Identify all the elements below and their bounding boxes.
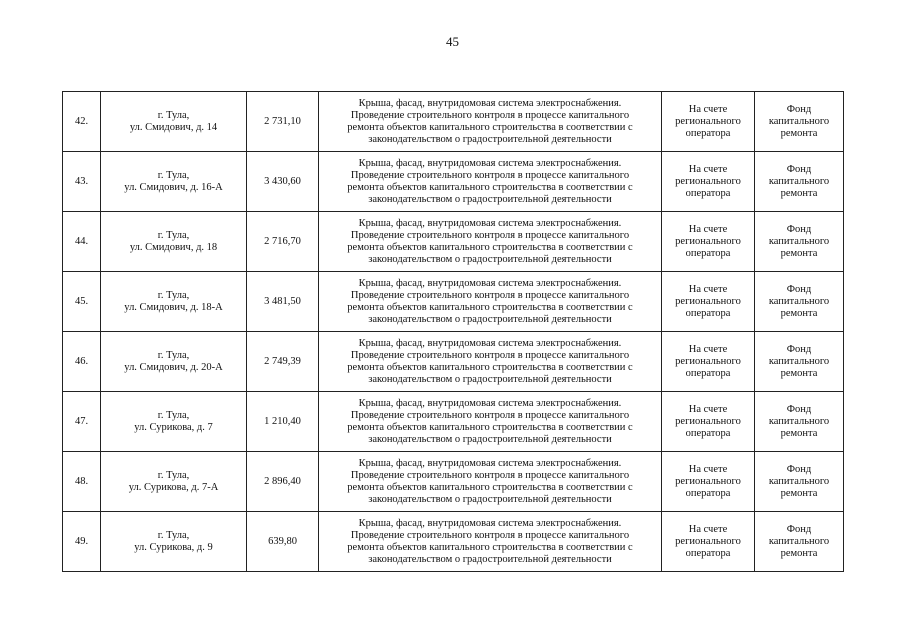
table-row — [63, 332, 844, 392]
works-cell — [319, 272, 662, 332]
account-line: На счете — [688, 103, 728, 115]
account-line: регионального — [675, 475, 741, 487]
funding-source-cell — [755, 332, 844, 392]
account-line: На счете — [688, 163, 728, 175]
works-line: Крыша, фасад, внутридомовая система электроснабжения. — [358, 337, 622, 349]
address-line: г. Тула, — [157, 169, 190, 181]
area-cell: 2 731,10 — [247, 92, 319, 152]
area-cell: 639,80 — [247, 512, 319, 572]
account-cell — [662, 212, 755, 272]
account-line: регионального — [675, 295, 741, 307]
area-cell: 2 749,39 — [247, 332, 319, 392]
funding-source-cell — [755, 272, 844, 332]
account-line: регионального — [675, 535, 741, 547]
account-line: регионального — [675, 235, 741, 247]
source-line: Фонд — [786, 163, 812, 175]
account-line: На счете — [688, 523, 728, 535]
source-line: Фонд — [786, 103, 812, 115]
account-line: оператора — [685, 427, 731, 439]
row-number: 42. — [63, 92, 101, 152]
area-cell: 3 430,60 — [247, 152, 319, 212]
funding-source-cell — [755, 92, 844, 152]
works-line: Проведение строительного контроля в процессе капитального — [350, 469, 630, 481]
account-cell — [662, 92, 755, 152]
account-line: оператора — [685, 307, 731, 319]
address-line: ул. Сурикова, д. 7-А — [128, 481, 219, 493]
works-cell — [319, 212, 662, 272]
row-number: 43. — [63, 152, 101, 212]
source-line: Фонд — [786, 403, 812, 415]
source-line: ремонта — [780, 247, 818, 259]
address-cell — [101, 152, 247, 212]
area-cell: 2 896,40 — [247, 452, 319, 512]
address-line: г. Тула, — [157, 409, 190, 421]
account-line: регионального — [675, 355, 741, 367]
table-row — [63, 512, 844, 572]
works-line: законодательством о градостроительной деятельности — [368, 493, 612, 505]
table-row — [63, 452, 844, 512]
works-line: ремонта объектов капитального строительства в соответствии с — [347, 421, 633, 433]
funding-source-cell — [755, 392, 844, 452]
source-line: Фонд — [786, 223, 812, 235]
capital-repair-table — [62, 91, 844, 572]
works-line: законодательством о градостроительной деятельности — [368, 133, 612, 145]
row-number: 47. — [63, 392, 101, 452]
account-line: регионального — [675, 115, 741, 127]
address-cell — [101, 512, 247, 572]
works-line: Проведение строительного контроля в процессе капитального — [350, 349, 630, 361]
table-body — [63, 92, 844, 572]
source-line: капитального — [768, 475, 830, 487]
works-line: ремонта объектов капитального строительства в соответствии с — [347, 241, 633, 253]
account-line: оператора — [685, 487, 731, 499]
works-line: законодательством о градостроительной деятельности — [368, 373, 612, 385]
page-number: 45 — [446, 34, 459, 49]
account-line: оператора — [685, 247, 731, 259]
source-line: капитального — [768, 235, 830, 247]
source-line: ремонта — [780, 427, 818, 439]
account-line: регионального — [675, 415, 741, 427]
address-cell — [101, 332, 247, 392]
works-cell — [319, 332, 662, 392]
account-line: оператора — [685, 547, 731, 559]
account-line: оператора — [685, 127, 731, 139]
row-number: 48. — [63, 452, 101, 512]
row-number: 45. — [63, 272, 101, 332]
address-line: ул. Смидович, д. 18 — [129, 241, 218, 253]
address-line: ул. Сурикова, д. 9 — [134, 541, 213, 553]
account-cell — [662, 152, 755, 212]
source-line: капитального — [768, 115, 830, 127]
works-cell — [319, 92, 662, 152]
address-cell — [101, 272, 247, 332]
table-row — [63, 392, 844, 452]
address-line: г. Тула, — [157, 229, 190, 241]
works-line: Крыша, фасад, внутридомовая система электроснабжения. — [358, 397, 622, 409]
address-line: ул. Сурикова, д. 7 — [134, 421, 213, 433]
account-cell — [662, 452, 755, 512]
account-cell — [662, 272, 755, 332]
account-line: На счете — [688, 403, 728, 415]
area-cell: 1 210,40 — [247, 392, 319, 452]
address-line: ул. Смидович, д. 14 — [129, 121, 218, 133]
account-line: На счете — [688, 283, 728, 295]
works-cell — [319, 392, 662, 452]
address-cell — [101, 452, 247, 512]
account-cell — [662, 392, 755, 452]
address-line: г. Тула, — [157, 469, 190, 481]
funding-source-cell — [755, 212, 844, 272]
address-line: ул. Смидович, д. 20-А — [124, 361, 223, 373]
source-line: ремонта — [780, 307, 818, 319]
account-line: регионального — [675, 175, 741, 187]
address-line: г. Тула, — [157, 529, 190, 541]
source-line: капитального — [768, 535, 830, 547]
source-line: Фонд — [786, 463, 812, 475]
account-cell — [662, 512, 755, 572]
row-number: 46. — [63, 332, 101, 392]
source-line: Фонд — [786, 343, 812, 355]
address-line: ул. Смидович, д. 18-А — [124, 301, 223, 313]
funding-source-cell — [755, 452, 844, 512]
table-row — [63, 272, 844, 332]
account-line: оператора — [685, 187, 731, 199]
source-line: ремонта — [780, 367, 818, 379]
works-line: Проведение строительного контроля в процессе капитального — [350, 169, 630, 181]
address-cell — [101, 92, 247, 152]
works-line: Проведение строительного контроля в процессе капитального — [350, 229, 630, 241]
address-line: г. Тула, — [157, 109, 190, 121]
works-cell — [319, 512, 662, 572]
works-line: ремонта объектов капитального строительства в соответствии с — [347, 481, 633, 493]
works-line: Крыша, фасад, внутридомовая система электроснабжения. — [358, 217, 622, 229]
address-line: ул. Смидович, д. 16-А — [124, 181, 223, 193]
source-line: Фонд — [786, 283, 812, 295]
account-line: На счете — [688, 223, 728, 235]
source-line: ремонта — [780, 487, 818, 499]
table-row — [63, 152, 844, 212]
works-line: законодательством о градостроительной деятельности — [368, 313, 612, 325]
funding-source-cell — [755, 512, 844, 572]
table-row — [63, 92, 844, 152]
source-line: ремонта — [780, 187, 818, 199]
source-line: капитального — [768, 175, 830, 187]
source-line: Фонд — [786, 523, 812, 535]
works-line: законодательством о градостроительной деятельности — [368, 253, 612, 265]
works-line: ремонта объектов капитального строительства в соответствии с — [347, 121, 633, 133]
funding-source-cell — [755, 152, 844, 212]
works-line: Крыша, фасад, внутридомовая система электроснабжения. — [358, 277, 622, 289]
area-cell: 2 716,70 — [247, 212, 319, 272]
works-line: законодательством о градостроительной деятельности — [368, 193, 612, 205]
account-cell — [662, 332, 755, 392]
works-line: ремонта объектов капитального строительства в соответствии с — [347, 181, 633, 193]
works-line: законодательством о градостроительной деятельности — [368, 433, 612, 445]
works-line: ремонта объектов капитального строительства в соответствии с — [347, 361, 633, 373]
works-line: Проведение строительного контроля в процессе капитального — [350, 109, 630, 121]
address-cell — [101, 392, 247, 452]
account-line: На счете — [688, 463, 728, 475]
address-cell — [101, 212, 247, 272]
source-line: капитального — [768, 415, 830, 427]
row-number: 49. — [63, 512, 101, 572]
row-number: 44. — [63, 212, 101, 272]
source-line: ремонта — [780, 127, 818, 139]
works-line: ремонта объектов капитального строительства в соответствии с — [347, 541, 633, 553]
works-cell — [319, 152, 662, 212]
works-cell — [319, 452, 662, 512]
works-line: законодательством о градостроительной деятельности — [368, 553, 612, 565]
works-line: Крыша, фасад, внутридомовая система электроснабжения. — [358, 157, 622, 169]
works-line: Проведение строительного контроля в процессе капитального — [350, 529, 630, 541]
works-line: Проведение строительного контроля в процессе капитального — [350, 409, 630, 421]
source-line: капитального — [768, 295, 830, 307]
address-line: г. Тула, — [157, 289, 190, 301]
area-cell: 3 481,50 — [247, 272, 319, 332]
account-line: оператора — [685, 367, 731, 379]
source-line: капитального — [768, 355, 830, 367]
works-line: Крыша, фасад, внутридомовая система электроснабжения. — [358, 97, 622, 109]
works-line: Проведение строительного контроля в процессе капитального — [350, 289, 630, 301]
address-line: г. Тула, — [157, 349, 190, 361]
table-row — [63, 212, 844, 272]
account-line: На счете — [688, 343, 728, 355]
works-line: Крыша, фасад, внутридомовая система электроснабжения. — [358, 517, 622, 529]
works-line: ремонта объектов капитального строительства в соответствии с — [347, 301, 633, 313]
source-line: ремонта — [780, 547, 818, 559]
works-line: Крыша, фасад, внутридомовая система электроснабжения. — [358, 457, 622, 469]
